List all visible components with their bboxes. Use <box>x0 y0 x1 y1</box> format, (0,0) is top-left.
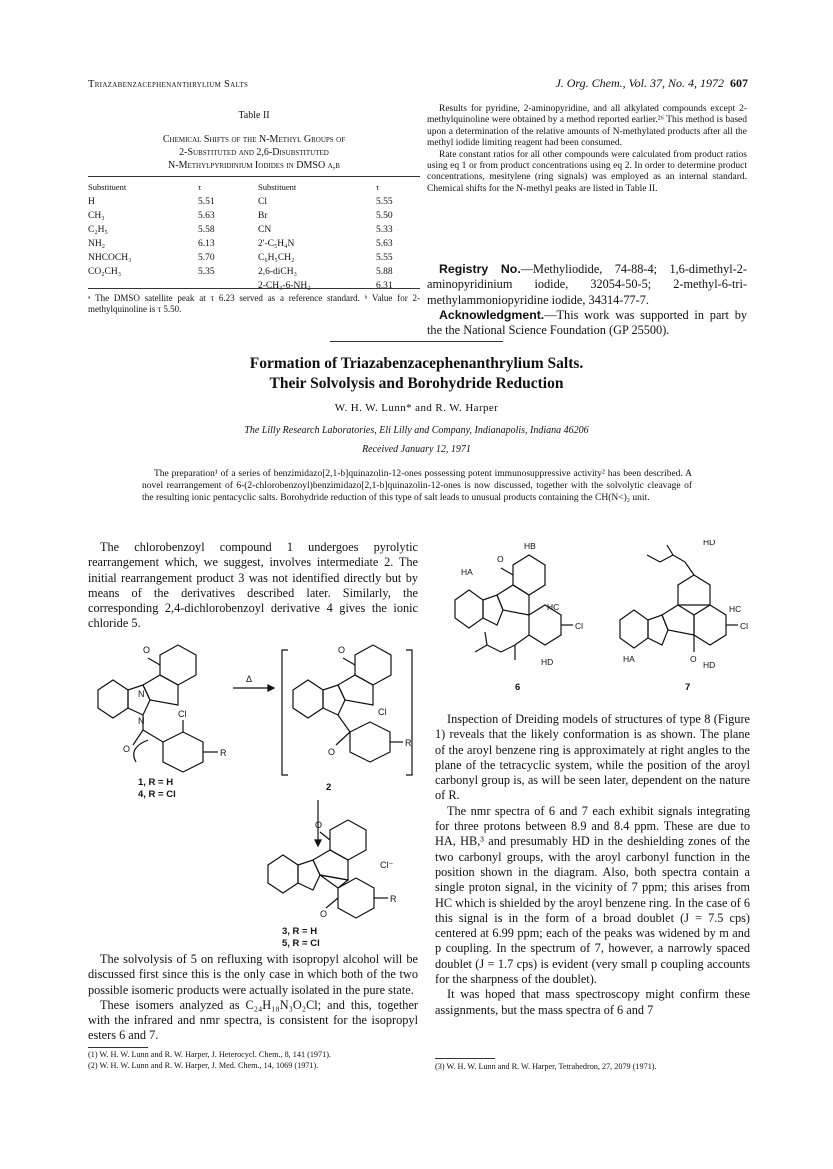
table-cell: 2'-C₅H₄N <box>258 239 295 249</box>
atom-label-o: O <box>328 747 336 757</box>
table-header: τ <box>198 182 202 192</box>
compound-label-3: 3, R = H <box>282 926 318 937</box>
page-number: 607 <box>730 76 748 90</box>
table-row <box>88 279 420 293</box>
table-cell: 5.35 <box>198 267 215 277</box>
paragraph: Inspection of Dreiding models of structures of type 8 (Figure 1) reveals that the likely conformation is as shown. The plane of the aroyl benzene ring is approximately at right angles to the plane of the tetracyclic system, while the position of the aroyl carbonyl group is, as will be seen later, dependent on the nature of R. <box>435 712 750 803</box>
arrow-curve <box>134 740 148 762</box>
ack-label: Acknowledgment. <box>439 308 545 322</box>
quinazoline-ring <box>143 675 178 705</box>
table-caption-1: Chemical Shifts of the N-Methyl Groups of <box>162 134 346 145</box>
table-row <box>88 251 420 265</box>
quinazoline-ring <box>313 850 348 880</box>
atom-label-o: O <box>143 645 151 655</box>
body-paragraph-2 <box>88 952 418 1044</box>
acknowledgment <box>427 308 747 339</box>
table-top-rule <box>88 176 420 177</box>
table-row <box>88 195 420 209</box>
registry-numbers <box>427 262 747 308</box>
footnotes-left <box>88 1050 418 1071</box>
table-cell: NH₂ <box>88 239 106 249</box>
imidazole-ring <box>323 685 345 715</box>
compound-label-7: 7 <box>685 682 691 693</box>
table-cell: 5.33 <box>376 225 393 235</box>
table-cell: 5.50 <box>376 211 393 221</box>
atom-label-ha: HA <box>623 654 635 664</box>
benzo-ring <box>293 680 323 718</box>
table-header: Substituent <box>258 182 297 192</box>
atom-label-cl: Cl <box>178 709 187 719</box>
atom-label-cl: Cl <box>575 621 584 631</box>
atom-label-o: O <box>315 820 323 830</box>
table-cell <box>198 279 258 293</box>
footnotes-right <box>435 1062 750 1073</box>
atom-label-hb: HB <box>524 541 536 551</box>
table-cell: H <box>88 197 95 207</box>
table-cell: 5.63 <box>198 211 215 221</box>
table-header: τ <box>376 182 380 192</box>
table-bottom-rule <box>88 288 420 289</box>
ack-text: —This work was supported in part by the the National Science Foundation (GP 25500). <box>427 308 747 338</box>
table-cell: 5.55 <box>376 197 393 207</box>
chemical-shift-table <box>88 182 420 293</box>
table-cell: 5.63 <box>376 239 393 249</box>
table-row <box>88 209 420 223</box>
atom-label-o: O <box>690 654 697 664</box>
aryl-ring <box>694 605 726 645</box>
authors: W. H. W. Lunn* and R. W. Harper <box>334 402 499 414</box>
benzo-ring <box>620 610 648 648</box>
paragraph: The chlorobenzoyl compound 1 undergoes pyrolytic rearrangement which, we suggest, involves intermediate 2. The initial rearrangement product 3 was not identified directly but by means of the derivatives described later. Similarly, the corresponding 2,4-dichlorobenzoyl derivative 4 gives the ionic chloride 5. <box>88 540 418 631</box>
table-cell: CH₃ <box>88 211 105 221</box>
benzene-ring <box>330 820 366 860</box>
imidazole-ring <box>483 595 503 625</box>
table-cell: 6.31 <box>376 281 393 291</box>
body-paragraph-1 <box>88 540 418 632</box>
central-ring <box>320 875 348 888</box>
atom-label-n: N <box>138 689 145 699</box>
table-cell: 5.58 <box>198 225 215 235</box>
table-cell: 6.13 <box>198 239 215 249</box>
footnote-3: (3) W. H. W. Lunn and R. W. Harper, Tetrahedron, 27, 2079 (1971). <box>435 1062 657 1071</box>
table-cell: CN <box>258 225 272 235</box>
atom-label-hd: HD <box>541 657 554 667</box>
chlorophenyl-ring <box>163 732 203 772</box>
journal-citation: J. Org. Chem., Vol. 37, No. 4, 1972 <box>555 76 724 90</box>
table-caption-2: 2-Substituted and 2,6-Disubstituted <box>179 147 329 158</box>
registry-label: Registry No. <box>439 262 521 276</box>
title-line-1: Formation of Triazabenzacephenanthrylium Salts. <box>249 355 584 372</box>
table-cell: C₂H₅ <box>88 225 108 235</box>
top-right-text <box>427 104 747 195</box>
table-cell <box>88 279 198 293</box>
atom-label-n: N <box>138 716 145 726</box>
table-cell: 2-CH₃-6-NH₂ <box>258 281 311 291</box>
atom-label-r: R <box>405 738 412 748</box>
atom-label-o: O <box>338 645 346 655</box>
table-cell: C₆H₅CH₂ <box>258 253 295 263</box>
table-cell: NHCOCH₃ <box>88 253 132 263</box>
table-header-row <box>88 182 420 195</box>
atom-label-o: O <box>320 909 328 919</box>
benzo-ring <box>455 590 483 628</box>
table-footnote: ᵃ The DMSO satellite peak at τ 6.23 served as a reference standard. ᵇ Value for 2-methylquinoline is τ 5.50. <box>88 293 420 314</box>
paragraph: These isomers analyzed as C₂₄H₁₈N₃O₂Cl; and this, together with the infrared and nmr spectra, is consistent for the isopropyl esters 6 and 7. <box>88 997 418 1043</box>
table-header: Substituent <box>88 182 127 192</box>
table-cell: 5.88 <box>376 267 393 277</box>
footnote-1: (1) W. H. W. Lunn and R. W. Harper, J. Heterocycl. Chem., 8, 141 (1971). <box>88 1050 331 1059</box>
quinazoline-ring <box>662 605 694 635</box>
atom-label-hd: HD <box>703 660 716 670</box>
paragraph: The nmr spectra of 6 and 7 each exhibit signals integrating for three protons between 8.9 and 8.4 ppm. These are due to HA, HB,³ and presumably HD in the deshielding zones of the two carbonyl groups, with the aroyl carbonyl function in the position shown in the diagram. Also, both spectra contain a single proton signal, in the vicinity of 7 ppm; this arises from HC which is shielded by the aroyl benzene ring. In the case of 6 this signal is in the form of a broad doublet (J = 7.5 cps) centered at 6.99 ppm; each of the peaks was widened by m and p coupling. In the spectrum of 7, however, a narrowly spaced doublet (J = 1.7 cps) is evident (very small p coupling accounts for the sharpness of the doublet). <box>435 803 750 987</box>
atom-label-ha: HA <box>461 567 473 577</box>
registry-text: —Methyliodide, 74-88-4; 1,6-dimethyl-2-aminopyridinium iodide, 32054-50-5; 2-methyl-6-tri-methylammoniopyridine iodide, 34314-77-7. <box>427 262 747 307</box>
atom-label-r: R <box>390 894 397 904</box>
benzene-ring <box>160 645 196 685</box>
table-cell: 5.55 <box>376 253 393 263</box>
aryl-ring <box>350 722 390 762</box>
running-head-journal <box>508 76 748 91</box>
compound-label-1: 1, R = H <box>138 777 174 788</box>
benzene-ring <box>513 555 545 595</box>
table-row <box>88 237 420 251</box>
affiliation: The Lilly Research Laboratories, Eli Lilly and Company, Indianapolis, Indiana 46206 <box>244 425 589 436</box>
table-cell: 2,6-diCH₃ <box>258 267 297 277</box>
atom-label-cl: Cl <box>378 707 387 717</box>
table-cell: 5.70 <box>198 253 215 263</box>
paragraph: It was hoped that mass spectroscopy might confirm these assignments, but the mass spectra of 6 and 7 <box>435 987 750 1017</box>
imidazole-ring <box>648 615 668 645</box>
table-caption-3: N-Methylpyridinium Iodides in DMSO a,b <box>168 160 340 171</box>
footnote-rule <box>435 1058 495 1059</box>
footnote-rule <box>88 1047 148 1048</box>
section-divider <box>330 341 503 342</box>
right-body <box>435 712 750 1018</box>
table-cell: Br <box>258 211 268 221</box>
atom-label-hc: HC <box>729 604 742 614</box>
quinazoline-ring <box>497 585 529 615</box>
received-date: Received January 12, 1971 <box>362 444 471 455</box>
table-cell: 5.51 <box>198 197 215 207</box>
structures-6-7 <box>445 540 755 700</box>
atom-label-hd: HD <box>703 540 716 547</box>
compound-label-4: 4, R = Cl <box>138 789 176 800</box>
benzene-ring <box>678 575 710 605</box>
table-row <box>88 223 420 237</box>
compound-label-6: 6 <box>515 682 521 693</box>
atom-label-o: O <box>123 744 131 754</box>
paragraph: Results for pyridine, 2-aminopyridine, and all alkylated compounds except 2-methylquinoline were obtained by a method reported earlier.²⁶ This method is based upon a determination of the relative amounts of N-methylated products after all the methyl iodide limiting reagent had been consumed. <box>427 104 747 149</box>
article-title <box>60 354 773 394</box>
quinazoline-ring <box>338 675 373 705</box>
paragraph: The solvolysis of 5 on refluxing with isopropyl alcohol will be discussed first since this is the only case in which both of the two possible isomeric products were actually isolated in the pure state. <box>88 952 418 997</box>
benzo-ring <box>98 680 128 718</box>
table-label: Table II <box>238 110 270 121</box>
table-cell: CO₂CH₃ <box>88 267 122 277</box>
atom-label-r: R <box>220 748 227 758</box>
benzo-ring <box>268 855 298 893</box>
atom-label-cl: Cl <box>740 621 749 631</box>
atom-label-cl-minus: Cl⁻ <box>380 860 394 870</box>
imidazole-ring <box>298 860 320 890</box>
compound-label-2: 2 <box>326 782 332 793</box>
footnote-2: (2) W. H. W. Lunn and R. W. Harper, J. Med. Chem., 14, 1069 (1971). <box>88 1060 319 1070</box>
title-line-2: Their Solvolysis and Borohydride Reduction <box>269 375 564 392</box>
table-cell: Cl <box>258 197 267 207</box>
atom-label-hc: HC <box>547 602 560 612</box>
delta-symbol: Δ <box>246 674 253 684</box>
table-row <box>88 265 420 279</box>
reaction-scheme <box>88 640 428 930</box>
abstract: The preparation¹ of a series of benzimidazo[2,1-b]quinazolin-12-ones possessing potent immunosuppressive activity² has been described. A novel rearrangement of 6-(2-chlorobenzoyl)benzimidazo[2,1-b]quinazolin-12-ones is now discussed, together with the solvolytic cleavage of the resulting ionic pentacyclic salts. Borohydride reduction of this type of salt leads to unusual products containing the CH(N<)₂ unit. <box>142 469 692 503</box>
benzene-ring <box>355 645 391 685</box>
paragraph: Rate constant ratios for all other compounds were calculated from product ratios using eq 1 or from product concentrations using eq 2. In order to determine product concentrations, mesitylene (ring signals) was employed as an internal standard. Chemical shifts for the N-methyl peaks are listed in Table II. <box>427 149 747 194</box>
atom-label-o: O <box>497 554 504 564</box>
running-head-title: Triazabenzacephenanthrylium Salts <box>88 79 249 90</box>
compound-label-5: 5, R = Cl <box>282 938 320 949</box>
